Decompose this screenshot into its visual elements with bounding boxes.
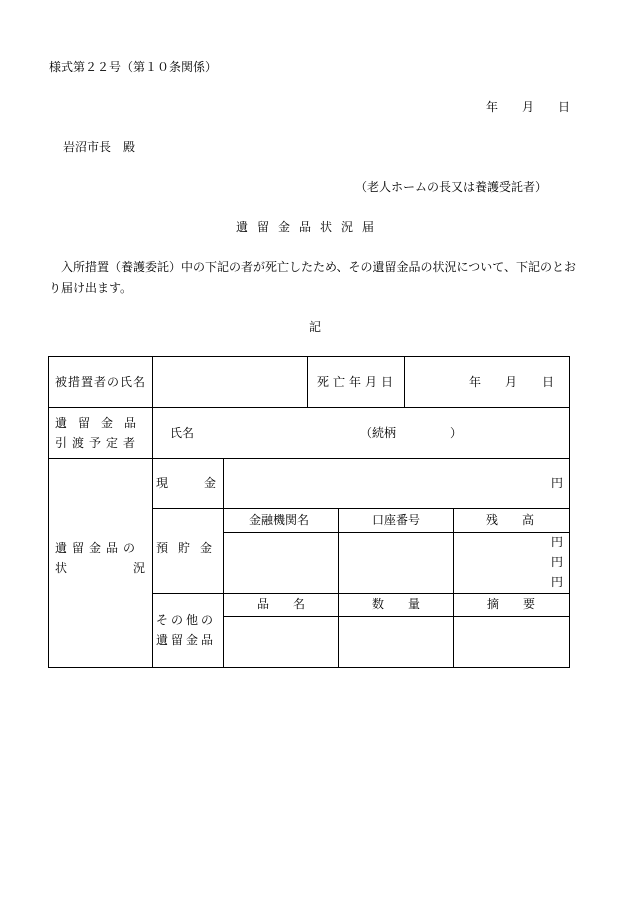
death-date-month: 月 — [505, 375, 518, 389]
document-title: 遺留金品状況届 — [236, 220, 384, 234]
cash-label-2: 金 — [204, 476, 217, 490]
status-label-line-2-end: 況 — [133, 561, 146, 575]
recipient-name-label: 氏名 — [170, 426, 195, 440]
row-divider — [223, 532, 569, 533]
savings-header-account: 口座番号 — [372, 513, 421, 527]
other-header-quantity: 数 量 — [372, 597, 421, 611]
other-items-label-line-2: 遺留金品 — [156, 633, 217, 647]
date-day-label: 日 — [558, 100, 571, 114]
column-divider — [404, 357, 405, 407]
row-divider — [223, 616, 569, 617]
other-header-remarks: 摘 要 — [487, 597, 536, 611]
death-date-day: 日 — [542, 375, 555, 389]
row-divider — [49, 458, 569, 459]
savings-label: 預貯金 — [156, 541, 223, 555]
column-divider — [338, 593, 339, 667]
form-number: 様式第２２号（第１０条関係） — [49, 60, 218, 74]
recipient-label-line-2: 引渡予定者 — [55, 436, 141, 450]
applicant-note: （老人ホームの長又は養護受託者） — [355, 180, 548, 194]
date-month-label: 月 — [522, 100, 535, 114]
death-date-label: 死亡年月日 — [317, 375, 398, 389]
addressee: 岩沼市長 殿 — [63, 140, 136, 154]
column-divider — [453, 593, 454, 667]
row-divider — [152, 593, 569, 594]
row-divider — [152, 508, 569, 509]
column-divider — [223, 458, 224, 667]
recipient-label-line-1: 遺留金品 — [55, 416, 148, 430]
status-label-line-1: 遺留金品の — [55, 541, 141, 555]
person-name-label: 被措置者の氏名 — [55, 375, 147, 389]
row-divider — [49, 407, 569, 408]
relation-label-open: （続柄 — [360, 426, 397, 440]
relation-label-close: ） — [450, 426, 463, 440]
savings-unit-2: 円 — [551, 555, 564, 569]
column-divider — [338, 508, 339, 593]
savings-unit-3: 円 — [551, 575, 564, 589]
savings-header-balance: 残 高 — [486, 513, 535, 527]
date-year-label: 年 — [486, 100, 499, 114]
column-divider — [152, 357, 153, 667]
cash-label-1: 現 — [156, 476, 169, 490]
form-table — [48, 356, 570, 668]
savings-unit-1: 円 — [551, 535, 564, 549]
body-text-line-1: 入所措置（養護委託）中の下記の者が死亡したため、その遺留金品の状況について、下記のとお — [61, 260, 577, 274]
other-header-item-name: 品 名 — [257, 597, 306, 611]
status-label-line-2: 状 — [55, 561, 68, 575]
body-text-line-2: り届け出ます。 — [49, 281, 133, 295]
cash-unit: 円 — [551, 476, 564, 490]
column-divider — [307, 357, 308, 407]
column-divider — [453, 508, 454, 593]
savings-header-bank: 金融機関名 — [249, 513, 310, 527]
death-date-year: 年 — [469, 375, 482, 389]
ki-marker: 記 — [309, 320, 322, 334]
other-items-label-line-1: その他の — [156, 613, 217, 627]
